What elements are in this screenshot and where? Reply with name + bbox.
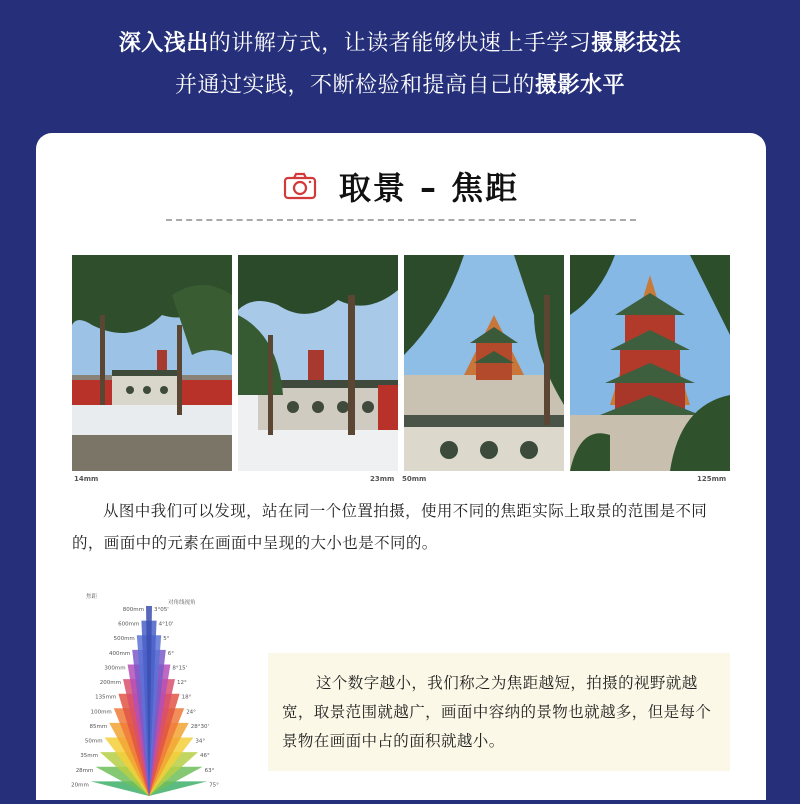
fov-focal-label: 100mm [90, 709, 112, 716]
fov-angle-label: 12° [177, 680, 187, 687]
content-card [36, 133, 766, 800]
fov-angle-label: 34° [195, 738, 206, 745]
fov-angle-label: 8°15' [172, 665, 188, 672]
header-bold-3: 摄影水平 [535, 73, 626, 98]
fov-angle-label: 28°30' [190, 723, 210, 730]
focal-length-labels [72, 475, 732, 487]
fov-focal-label: 500mm [113, 636, 135, 643]
fov-angle-label: 18° [181, 694, 192, 701]
photo-50mm [404, 255, 564, 471]
header-text-1: 的讲解方式，让读者能够快速上手学习 [208, 31, 592, 56]
fov-focal-label: 600mm [118, 621, 140, 628]
section-title [36, 161, 766, 211]
fov-focal-label: 28mm [75, 767, 94, 774]
photo-125mm [570, 255, 730, 471]
fov-angle-label: 5° [163, 636, 170, 643]
fov-focal-label: 800mm [122, 607, 144, 613]
fov-angle-label: 24° [186, 709, 196, 716]
header-text-2: 并通过实践，不断检验和提高自己的 [174, 73, 535, 98]
fov-left-header: 焦距 [86, 594, 98, 600]
body-paragraph: 从图中我们可以发现，站在同一个位置拍摄，使用不同的焦距实际上取景的范围是不同的，画面中的元素在画面中呈现的大小也是不同的。 [72, 502, 708, 552]
fov-focal-label: 85mm [89, 723, 108, 730]
fov-angle-label: 4°10' [158, 621, 174, 628]
fov-focal-label: 50mm [84, 738, 103, 745]
fov-angle-label: 63° [204, 767, 215, 774]
focal-label-50mm: 50mm [402, 475, 427, 483]
fov-chart [71, 588, 276, 800]
photo-23mm [238, 255, 398, 471]
title-divider [166, 219, 636, 221]
note-box [268, 653, 730, 771]
fov-focal-label: 135mm [95, 694, 117, 701]
fov-angle-label: 6° [167, 650, 175, 657]
note-text: 这个数字越小，我们称之为焦距越短，拍摄的视野就越宽，取景范围就越广，画面中容纳的景物也就越多，但是每个景物在画面中占的面积就越小。 [282, 674, 712, 750]
fov-focal-label: 20mm [71, 782, 89, 789]
fov-angle-label: 46° [200, 753, 210, 760]
photo-strip [72, 255, 730, 471]
header-bold-2: 摄影技法 [591, 31, 682, 56]
focal-label-23mm: 23mm [370, 475, 395, 483]
camera-icon [283, 172, 317, 200]
focal-label-14mm: 14mm [74, 475, 99, 483]
header-line-1 [0, 26, 800, 62]
section-title-text: 取景 – 焦距 [338, 169, 520, 207]
fov-right-header: 对角线视角 [168, 600, 196, 606]
fov-angle-label: 75° [209, 782, 219, 789]
fov-focal-label: 400mm [108, 650, 131, 657]
focal-label-125mm: 125mm [697, 475, 727, 483]
fov-angle-label: 3°05' [154, 607, 169, 613]
fov-focal-label: 35mm [80, 753, 98, 760]
header-bold-1: 深入浅出 [118, 31, 209, 56]
fov-focal-label: 200mm [99, 680, 121, 687]
fov-focal-label: 300mm [104, 665, 126, 672]
header-banner [0, 0, 800, 130]
fov-chart-svg [71, 588, 276, 800]
header-line-2 [0, 68, 800, 104]
photo-14mm [72, 255, 232, 471]
